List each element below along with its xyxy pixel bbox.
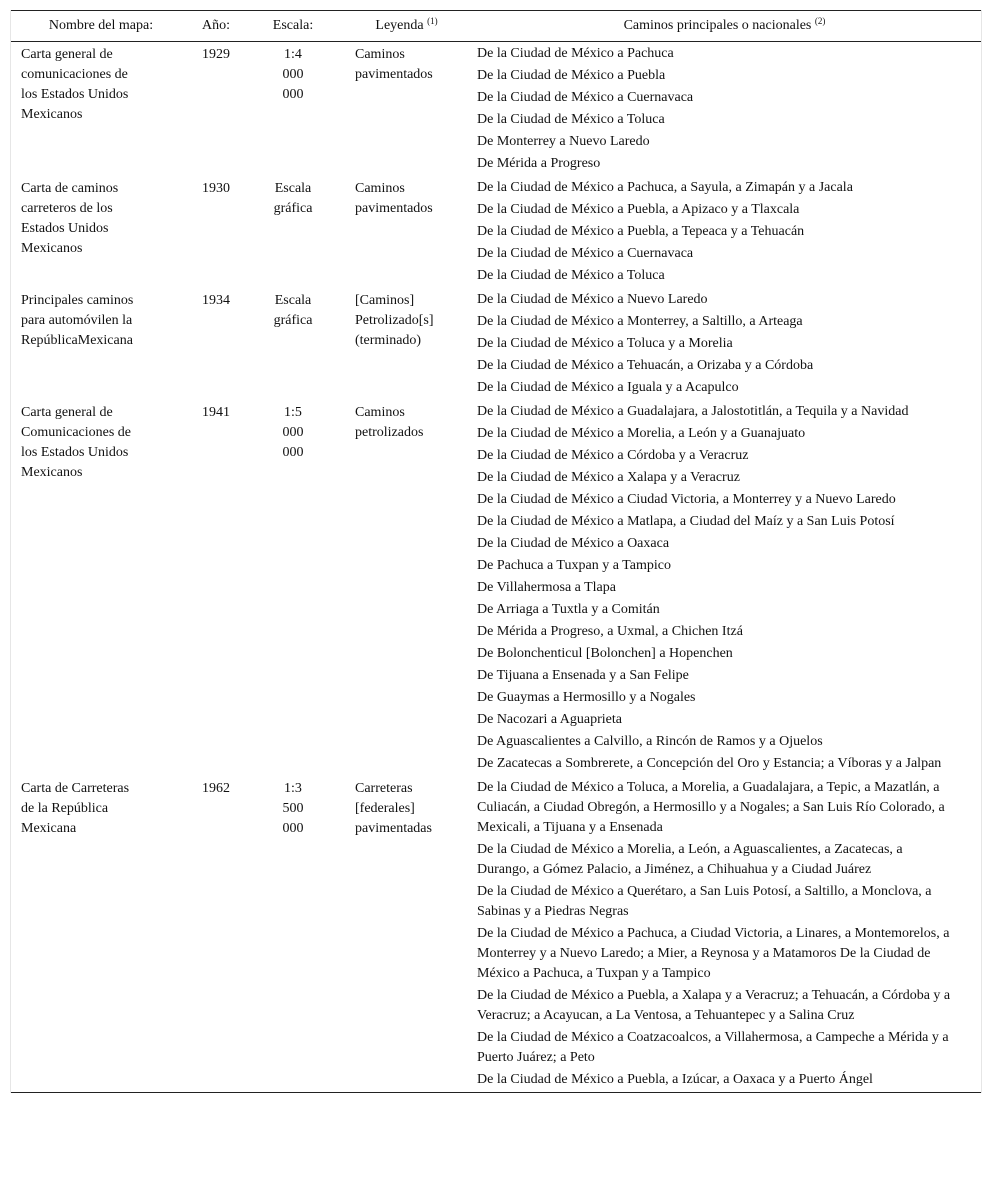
scale-cell — [241, 176, 345, 288]
road-entry: De la Ciudad de México a Tehuacán, a Orizaba y a Córdoba — [477, 358, 814, 373]
legend-cell-line: Caminos — [355, 405, 405, 420]
map-name-cell-line: los Estados Unidos — [21, 87, 129, 102]
road-entry: De Mérida a Progreso, a Uxmal, a Chichen Itzá — [477, 624, 743, 639]
legend-cell — [345, 776, 468, 1093]
road-entry: De la Ciudad de México a Oaxaca — [477, 536, 670, 551]
road-entry: De la Ciudad de México a Toluca — [477, 112, 665, 127]
map-name-cell-line: Carta general de — [21, 405, 113, 420]
map-name-cell-line: Mexicanos — [21, 107, 83, 122]
year-cell: 1930 — [202, 181, 230, 196]
scale-cell-line: Escala — [274, 293, 312, 308]
scale-cell-line: 000 — [282, 67, 304, 82]
road-entry: De Mérida a Progreso — [477, 156, 601, 171]
year-cell: 1962 — [191, 776, 241, 1093]
map-name-cell-line: carreteros de los — [21, 201, 113, 216]
map-name-cell-line: RepúblicaMexicana — [21, 333, 133, 348]
map-name-cell-line: Carta de Carreteras — [21, 781, 130, 796]
scale-cell-line: 1:4 — [284, 47, 302, 62]
legend-cell-line: pavimentados — [355, 201, 433, 216]
legend-cell-line: (terminado) — [355, 333, 422, 348]
legend-cell-line: Caminos — [355, 47, 405, 62]
map-name-cell-line: Carta de caminos — [21, 181, 119, 196]
road-entry: De la Ciudad de México a Querétaro, a San Luis Potosí, a Saltillo, a Monclova, a Sabinas y a Piedras Negras — [477, 884, 932, 919]
road-entry: De la Ciudad de México a Morelia, a León, a Aguascalientes, a Zacatecas, a Durango, a Gómez Palacio, a Jiménez, a Chihuahua y a Ciudad Juárez — [477, 842, 903, 877]
road-entry: De Aguascalientes a Calvillo, a Rincón de Ramos y a Ojuelos — [477, 734, 823, 749]
roads-cell — [468, 288, 981, 400]
table-row — [11, 400, 981, 776]
scale-cell — [241, 776, 345, 1093]
road-entry: De la Ciudad de México a Pachuca, a Sayula, a Zimapán y a Jacala — [477, 180, 853, 195]
scale-cell-line: 500 — [282, 801, 304, 816]
legend-cell — [345, 176, 468, 288]
legend-cell-line: petrolizados — [355, 425, 424, 440]
road-entry: De la Ciudad de México a Cuernavaca — [477, 90, 694, 105]
header-map-name: Nombre del mapa: — [11, 11, 191, 42]
road-entry: De Nacozari a Aguaprieta — [477, 712, 622, 727]
map-name-cell-line: los Estados Unidos — [21, 445, 129, 460]
legend-cell — [345, 288, 468, 400]
roads-cell — [468, 176, 981, 288]
header-year: Año: — [191, 11, 241, 42]
header-scale: Escala: — [241, 11, 345, 42]
legend-cell-line: Petrolizado[s] — [355, 313, 434, 328]
road-entry: De la Ciudad de México a Puebla, a Xalapa y a Veracruz; a Tehuacán, a Córdoba y a Veracruz; a Acayucan, a La Ventosa, a Tehuantepec y a Salina Cruz — [477, 988, 951, 1023]
road-entry: De la Ciudad de México a Puebla — [477, 68, 666, 83]
road-entry: De la Ciudad de México a Pachuca, a Ciudad Victoria, a Linares, a Montemorelos, a Monterrey y a Nuevo Laredo; a Mier, a Reynosa y a Matamoros De la Ciudad de México a Pachuca, a Tuxpan y a Tampico — [477, 926, 950, 981]
legend-cell-line: pavimentados — [355, 67, 433, 82]
map-name-cell-line: de la República — [21, 801, 109, 816]
map-name-cell — [11, 776, 191, 1093]
roads-cell — [468, 42, 981, 177]
maps-table — [11, 10, 981, 1093]
header-roads: Caminos principales o nacionales $^{(2)}$ — [468, 11, 981, 42]
road-entry: De la Ciudad de México a Iguala y a Acapulco — [477, 380, 739, 395]
legend-cell-line: Caminos — [355, 181, 405, 196]
map-name-cell-line: Mexicana — [21, 821, 77, 836]
scale-cell-line: Escala — [274, 181, 312, 196]
table-row — [11, 42, 981, 177]
header-legend: Leyenda $^{(1)}$ — [345, 11, 468, 42]
road-entry: De la Ciudad de México a Toluca — [477, 268, 665, 283]
road-entry: De la Ciudad de México a Coatzacoalcos, a Villahermosa, a Campeche a Mérida y a Puerto Juárez; a Peto — [477, 1030, 949, 1065]
roads-cell — [468, 776, 981, 1093]
road-entry: De la Ciudad de México a Puebla, a Tepeaca y a Tehuacán — [477, 224, 805, 239]
footnote-marker: (1) — [427, 16, 438, 26]
road-entry: De la Ciudad de México a Matlapa, a Ciudad del Maíz y a San Luis Potosí — [477, 514, 895, 529]
road-entry: De la Ciudad de México a Córdoba y a Veracruz — [477, 448, 749, 463]
scale-cell-line: gráfica — [273, 201, 313, 216]
legend-cell-line: Carreteras — [355, 781, 413, 796]
road-entry: De la Ciudad de México a Toluca y a Morelia — [477, 336, 733, 351]
scale-cell-line: 000 — [282, 425, 304, 440]
road-entry: De Zacatecas a Sombrerete, a Concepción del Oro y Estancia; a Víboras y a Jalpan — [477, 756, 942, 771]
map-name-cell-line: Comunicaciones de — [21, 425, 132, 440]
map-name-cell-line: Principales caminos — [21, 293, 134, 308]
scale-cell — [241, 288, 345, 400]
scale-cell-line: 1:5 — [284, 405, 302, 420]
road-entry: De Arriaga a Tuxtla y a Comitán — [477, 602, 660, 617]
road-entry: De la Ciudad de México a Morelia, a León y a Guanajuato — [477, 426, 806, 441]
road-entry: De la Ciudad de México a Cuernavaca — [477, 246, 694, 261]
road-entry: De la Ciudad de México a Puebla, a Izúcar, a Oaxaca y a Puerto Ángel — [477, 1072, 873, 1087]
map-name-cell — [11, 42, 191, 177]
map-name-cell-line: Mexicanos — [21, 241, 83, 256]
roads-cell — [468, 400, 981, 776]
map-name-cell-line: comunicaciones de — [21, 67, 128, 82]
footnote-marker: (2) — [814, 16, 826, 26]
map-name-cell — [11, 400, 191, 776]
road-entry: De Guaymas a Hermosillo y a Nogales — [477, 690, 696, 705]
road-entry: De Monterrey a Nuevo Laredo — [477, 134, 650, 149]
scale-cell — [241, 42, 345, 177]
table-row — [11, 776, 981, 1093]
scale-cell-line: 1:3 — [284, 781, 302, 796]
maps-table-container — [10, 10, 982, 1093]
road-entry: De Pachuca a Tuxpan y a Tampico — [477, 558, 671, 573]
table-row — [11, 176, 981, 288]
legend-cell — [345, 42, 468, 177]
scale-cell-line: 000 — [282, 87, 304, 102]
scale-cell-line: 000 — [282, 821, 304, 836]
scale-cell — [241, 400, 345, 776]
legend-cell-line: [federales] — [355, 801, 415, 816]
year-cell: 1929 — [202, 47, 230, 62]
road-entry: De Villahermosa a Tlapa — [477, 580, 616, 595]
map-name-cell — [11, 176, 191, 288]
road-entry: De la Ciudad de México a Xalapa y a Veracruz — [477, 470, 740, 485]
map-name-cell-line: Mexicanos — [21, 465, 83, 480]
road-entry: De Bolonchenticul [Bolonchen] a Hopenchen — [477, 646, 733, 661]
scale-cell-line: 000 — [282, 445, 304, 460]
road-entry: De la Ciudad de México a Toluca, a Morelia, a Guadalajara, a Tepic, a Mazatlán, a Culiacán, a Ciudad Obregón, a Hermosillo y a Nogales; a San Luis Río Colorado, a Mexicali, a Tijuana y a Ensenada — [477, 780, 945, 835]
road-entry: De la Ciudad de México a Monterrey, a Saltillo, a Arteaga — [477, 314, 803, 329]
year-cell: 1941 — [202, 405, 230, 420]
legend-cell — [345, 400, 468, 776]
road-entry: De la Ciudad de México a Puebla, a Apizaco y a Tlaxcala — [477, 202, 800, 217]
map-name-cell — [11, 288, 191, 400]
road-entry: De la Ciudad de México a Ciudad Victoria, a Monterrey y a Nuevo Laredo — [477, 492, 896, 507]
year-cell: 1934 — [202, 293, 230, 308]
road-entry: De la Ciudad de México a Nuevo Laredo — [477, 292, 708, 307]
road-entry: De Tijuana a Ensenada y a San Felipe — [477, 668, 689, 683]
table-body — [11, 42, 981, 1093]
map-name-cell-line: Estados Unidos — [21, 221, 109, 236]
legend-cell-line: pavimentadas — [355, 821, 432, 836]
table-row — [11, 288, 981, 400]
scale-cell-line: gráfica — [273, 313, 313, 328]
road-entry: De la Ciudad de México a Guadalajara, a Jalostotitlán, a Tequila y a Navidad — [477, 404, 909, 419]
table-header — [11, 11, 981, 42]
map-name-cell-line: para automóvilen la — [21, 313, 133, 328]
road-entry: De la Ciudad de México a Pachuca — [477, 46, 674, 61]
map-name-cell-line: Carta general de — [21, 47, 113, 62]
legend-cell-line: [Caminos] — [355, 293, 415, 308]
